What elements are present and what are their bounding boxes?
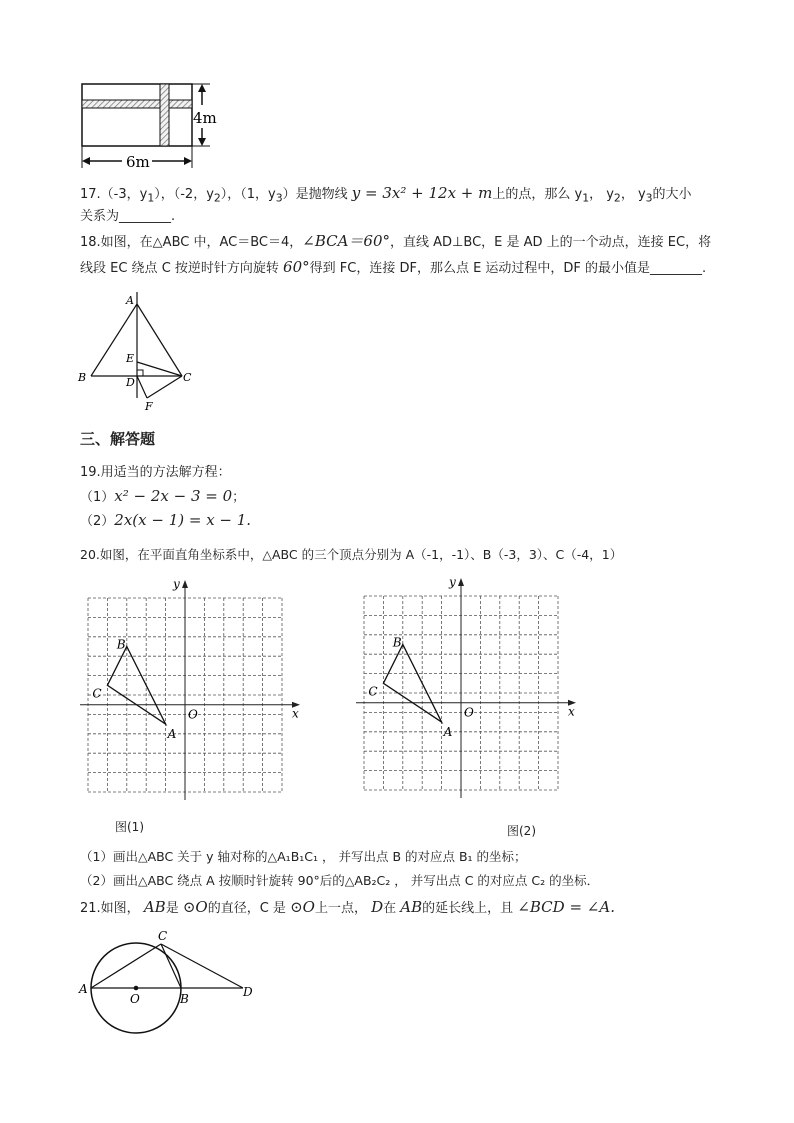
vertex-label-c: C: [92, 686, 102, 701]
origin-label: O: [464, 705, 474, 720]
q21-text: 的延长线上，且: [422, 901, 514, 916]
fig18-label-f: F: [145, 400, 153, 413]
q20-figure-2-caption: 图(2): [507, 824, 536, 838]
q17-sub: 3: [645, 191, 653, 205]
q20-figure-2: [354, 574, 588, 810]
q17-sub: 3: [275, 191, 283, 205]
q21-math: ⊙O: [290, 898, 315, 916]
fig18-segment-fc: [147, 376, 182, 398]
triangle-abc: [107, 647, 165, 725]
fig21-label-c: C: [158, 929, 168, 943]
fig21-label-d: D: [243, 985, 253, 999]
q19-equation-1: x² − 2x − 3 = 0: [114, 487, 233, 505]
fig18-label-e: E: [126, 352, 135, 365]
fig21-segment-cd: [161, 944, 243, 988]
y-axis-label: y: [173, 577, 180, 591]
q19-part-prefix: （1）: [80, 490, 115, 505]
vertex-label-a: A: [443, 725, 453, 740]
fig21-label-b: B: [180, 992, 189, 1006]
q21-math: ∠BCD = ∠A.: [517, 898, 615, 916]
q17-text: ， y: [620, 187, 646, 202]
q20-figure-1-caption: 图(1): [115, 820, 144, 834]
q17-line2: 关系为________.: [80, 209, 176, 224]
fig21-segment-ac: [91, 944, 161, 988]
q17-sub: 2: [213, 191, 221, 205]
q17-parabola-equation: y = 3x² + 12x + m: [351, 184, 493, 202]
q21-text: 上一点，: [314, 901, 367, 916]
q17-sub: 1: [582, 191, 590, 205]
q17-text: ），（1，y: [220, 187, 276, 202]
q17-text: 上的点，那么 y: [492, 187, 583, 202]
q21-text: 21.如图，: [80, 901, 140, 916]
q19-text: ；: [232, 490, 246, 505]
fig16-horizontal-path: [82, 100, 192, 108]
q18-text: ，直线 AD⊥BC，E 是 AD 上的一个动点，连接 EC，将: [390, 235, 712, 250]
q21-math: AB: [143, 898, 166, 916]
vertex-label-b: B: [392, 635, 402, 650]
q19-equation-2: 2x(x − 1) = x − 1.: [114, 511, 252, 529]
triangle-abc: [383, 645, 441, 723]
q17-text: ），（-2，y: [154, 187, 214, 202]
fig18-edge-ac: [137, 304, 182, 376]
section-heading: 三、解答题: [80, 430, 156, 448]
q19-title: 19.用适当的方法解方程：: [80, 465, 231, 480]
vertex-label-b: B: [116, 637, 126, 652]
fig16-rect: [82, 84, 192, 146]
fig21-circle-diagram: [76, 928, 262, 1034]
origin-label: O: [188, 707, 198, 722]
q18-text: 18.如图，在△ABC 中，AC＝BC＝4，: [80, 235, 303, 250]
q17-text: ）是抛物线: [282, 187, 348, 202]
y-axis-label: y: [449, 575, 456, 589]
q18-line1: [80, 232, 711, 252]
q20-part2: （2）画出△ABC 绕点 A 按顺时针旋转 90°后的△AB₂C₂ ， 并写出点 C 的对应点 C₂ 的坐标．: [80, 873, 600, 888]
y-axis-arrow: [182, 580, 188, 588]
fig21-segment-cb: [161, 944, 181, 988]
q19-part-prefix: （2）: [80, 514, 115, 529]
fig18-triangle-diagram: [72, 288, 212, 416]
x-axis-label: x: [568, 704, 575, 719]
q21-text: 在: [383, 901, 397, 916]
fig18-label-a: A: [126, 294, 134, 307]
fig18-label-b: B: [78, 371, 87, 384]
q21-math: ⊙O: [182, 898, 208, 916]
q20-intro: 20.如图，在平面直角坐标系中，△ABC 的三个顶点分别为 A（-1，-1）、B（-3，3）、C（-4，1）: [80, 547, 623, 562]
vertex-label-c: C: [368, 684, 378, 699]
q17-line1: [80, 184, 692, 208]
x-axis-label: x: [292, 706, 299, 721]
fig18-edge-ab: [91, 304, 137, 376]
q21-math: D: [371, 898, 384, 916]
q17-text: ， y: [589, 187, 614, 202]
q18-rotation-angle: 60°: [283, 258, 310, 276]
fig18-label-c: C: [183, 371, 192, 384]
fig21-label-o: O: [130, 992, 140, 1006]
q20-figure-1: [78, 576, 312, 812]
q19-part2: [80, 511, 251, 531]
fig21-center-dot: [134, 986, 139, 991]
fig16-width-label: 6m: [126, 153, 150, 171]
q21-text: 是: [165, 901, 179, 916]
q20-part1: （1）画出△ABC 关于 y 轴对称的△A₁B₁C₁ ， 并写出点 B 的对应点 B₁ 的坐标；: [80, 849, 527, 864]
q18-text: 得到 FC，连接 DF，那么点 E 运动过程中，DF 的最小值是________.: [309, 261, 707, 276]
fig18-label-d: D: [126, 376, 135, 389]
fig16-height-label: 4m: [193, 109, 217, 127]
fig18-segment-df: [137, 376, 147, 398]
q21-text: 的直径，C 是: [207, 901, 286, 916]
q17-sub: 1: [147, 191, 155, 205]
q17-text: 17.（-3，y: [80, 187, 148, 202]
q18-text: 线段 EC 绕点 C 按逆时针方向旋转: [80, 261, 279, 276]
q21-math: AB: [400, 898, 423, 916]
q17-sub: 2: [613, 191, 621, 205]
y-axis-arrow: [458, 578, 464, 586]
q19-part1: [80, 487, 245, 507]
fig21-label-a: A: [79, 982, 88, 996]
q21-line: [80, 898, 615, 918]
fig16-diagram: [70, 78, 230, 178]
q18-line2: [80, 258, 706, 278]
vertex-label-a: A: [167, 727, 177, 742]
fig16-vertical-path: [160, 84, 169, 146]
q18-angle: ∠BCA＝60°: [302, 232, 391, 250]
q17-text: 的大小: [652, 187, 692, 202]
